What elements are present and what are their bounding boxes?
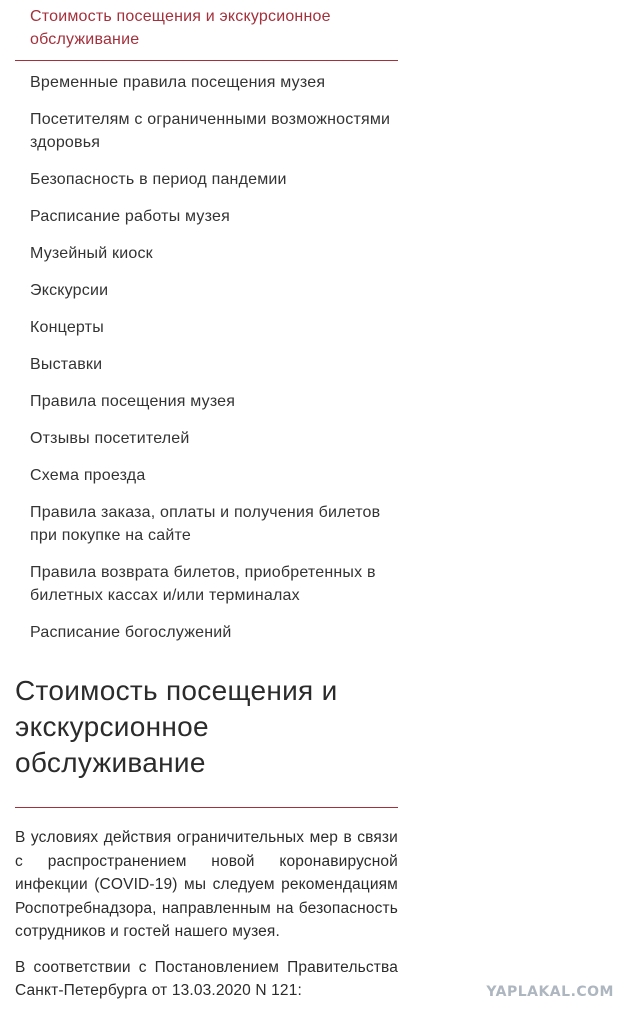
menu-item-services-schedule[interactable]: Расписание богослужений xyxy=(30,624,232,641)
menu-item-ticket-returns[interactable]: Правила возврата билетов, приобретенных в билетных кассах и/или терминалах xyxy=(30,564,376,604)
menu-item-online-tickets[interactable]: Правила заказа, оплаты и получения билетов при покупке на сайте xyxy=(30,504,381,544)
decree-paragraph: В соответствии с Постановлением Правительства Санкт-Петербурга от 13.03.2020 N 121: xyxy=(15,958,398,999)
menu-item-concerts[interactable]: Концерты xyxy=(30,319,104,336)
menu-item-visit-rules[interactable]: Правила посещения музея xyxy=(30,393,236,410)
menu-item-excursions[interactable]: Экскурсии xyxy=(30,282,109,299)
section-menu xyxy=(15,0,398,651)
menu-item-temporary-rules[interactable]: Временные правила посещения музея xyxy=(30,74,326,91)
menu-item-pandemic-safety[interactable]: Безопасность в период пандемии xyxy=(30,171,287,188)
menu-item-exhibitions[interactable]: Выставки xyxy=(30,356,103,373)
menu-item-directions[interactable]: Схема проезда xyxy=(30,467,146,484)
menu-item-cost[interactable]: Стоимость посещения и экскурсионное обслуживание xyxy=(15,0,398,61)
menu-item-accessibility[interactable]: Посетителям с ограниченными возможностями здоровья xyxy=(30,111,391,151)
page-title: Стоимость посещения и экскурсионное обслуживание xyxy=(15,675,338,778)
title-divider xyxy=(15,807,398,808)
menu-item-schedule[interactable]: Расписание работы музея xyxy=(30,208,230,225)
menu-item-reviews[interactable]: Отзывы посетителей xyxy=(30,430,190,447)
menu-item-kiosk[interactable]: Музейный киоск xyxy=(30,245,153,262)
page-content xyxy=(15,0,398,1015)
watermark: YAPLAKAL.COM xyxy=(486,984,614,1000)
covid-notice-paragraph: В условиях действия ограничительных мер в связи с распространением новой коронавирусной инфекции (COVID-19) мы следуем рекомендациям Роспотребнадзора, направленным на безопасность сотрудников и гостей нашего музея. xyxy=(15,829,398,940)
